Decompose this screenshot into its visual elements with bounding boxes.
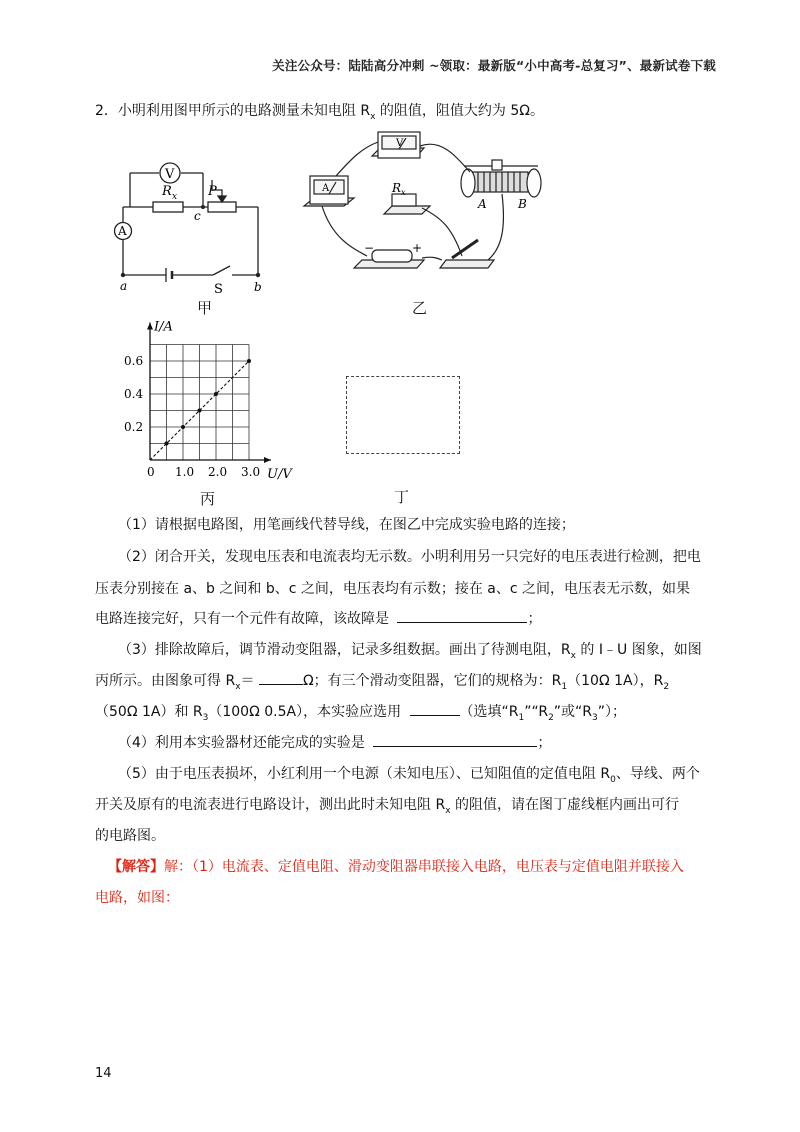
y-tick-label: 0.4 — [124, 387, 144, 401]
part-3-line-1: （3）排除故障后，调节滑动变阻器，记录多组数据。画出了待测电阻，$R_x$ 的 I﹣U 图象，如图 — [118, 642, 702, 661]
part-2-line-1: （2）闭合开关，发现电压表和电流表均无示数。小明利用另一只完好的电压表进行检测，把电 — [118, 549, 701, 565]
part-3-line-2: 丙所示。由图象可得 $R_x= \Omega$；有三个滑动变阻器，它们的规格为：$R_1(10\Omega$ 1A），$R_2$ — [95, 673, 670, 692]
answer-line-1: 【解答】解：（1）电流表、定值电阻、滑动变阻器串联接入电路，电压表与定值电阻并联接入 — [108, 859, 684, 875]
figure-bing-label: 丙 — [200, 490, 216, 508]
svg-text:B: B — [518, 197, 527, 211]
part-5-line-3: 的电路图。 — [95, 828, 165, 844]
data-point — [165, 442, 169, 446]
svg-text:V: V — [396, 138, 404, 149]
x-axis-arrow — [264, 457, 271, 463]
figure-bing-iu-graph — [112, 312, 312, 487]
svg-text:R: R — [392, 181, 402, 195]
page-header: 关注公众号：陆陆高分冲刺 ~领取：最新版“小中高考-总复习”、最新试卷下载 — [272, 58, 716, 73]
x-tick-label: 2.0 — [208, 465, 228, 479]
figure-yi-label: 乙 — [412, 299, 428, 317]
figure-jia-circuit — [108, 150, 278, 300]
svg-text:R: R — [162, 184, 172, 199]
figure-ding-label: 丁 — [394, 488, 410, 506]
data-point — [247, 359, 251, 363]
y-axis-arrow — [147, 323, 153, 330]
part-2-line-2: 压表分别接在 a、b 之间和 b、c 之间，电压表均有示数；接在 a、c 之间，电压表无示数，如果 — [95, 581, 691, 597]
answer-line-2: 电路，如图： — [95, 890, 179, 906]
x-axis-label: U/V — [267, 467, 292, 482]
question-number: 2． — [95, 103, 118, 119]
answer-blank-rx[interactable] — [259, 672, 303, 685]
svg-text:P: P — [208, 184, 217, 199]
y-tick-label: 0.2 — [124, 420, 144, 434]
answer-tag: 【解答】 — [108, 859, 164, 875]
y-tick-label: 0.6 — [124, 354, 144, 368]
data-point — [214, 392, 218, 396]
data-point — [198, 409, 202, 413]
x-tick-label: 3.0 — [241, 465, 261, 479]
svg-text:S: S — [214, 282, 223, 297]
answer-blank-experiment[interactable] — [373, 734, 537, 747]
svg-text:V: V — [165, 167, 175, 182]
part-2-line-3: 电路连接完好，只有一个元件有故障，该故障是 ； — [95, 611, 542, 627]
svg-text:+: + — [412, 241, 423, 255]
answer-blank-rheostat[interactable] — [410, 703, 460, 716]
svg-text:−: − — [364, 241, 375, 255]
svg-text:a: a — [120, 279, 128, 293]
svg-text:b: b — [254, 280, 262, 294]
figure-ding-dashed-box — [346, 376, 460, 454]
figure-jia-label: 甲 — [197, 299, 213, 317]
svg-text:A: A — [322, 183, 330, 194]
part-4: （4）利用本实验器材还能完成的实验是 ； — [118, 735, 552, 751]
y-axis-label: I/A — [154, 319, 173, 335]
part-1: （1）请根据电路图，用笔画线代替导线，在图乙中完成实验电路的连接； — [118, 517, 575, 533]
svg-text:x: x — [172, 192, 178, 202]
svg-text:x: x — [401, 188, 406, 197]
svg-text:A: A — [478, 197, 487, 211]
part-5-line-2: 开关及原有的电流表进行电路设计，测出此时未知电阻 $R_x$ 的阻值，请在图丁虚线框内画出可行 — [95, 797, 679, 816]
answer-blank-fault[interactable] — [397, 610, 527, 623]
svg-text:A: A — [118, 224, 127, 238]
figure-yi-apparatus — [292, 128, 564, 278]
x-tick-label: 1.0 — [175, 465, 195, 479]
question-stem: 2．小明利用图甲所示的电路测量未知电阻 $R_x$ 的阻值，阻值大约为 5Ω。 — [95, 103, 544, 122]
x-tick-label: 0 — [147, 465, 155, 479]
part-5-line-1: （5）由于电压表损坏，小红利用一个电源（未知电压）、已知阻值的定值电阻 $R_0$、导线、两个 — [118, 766, 700, 785]
page-number: 14 — [95, 1066, 112, 1081]
svg-text:c: c — [194, 209, 201, 223]
data-point — [181, 425, 185, 429]
part-3-line-3: （50Ω 1A）和 $R_3(100\Omega$ 0.5A），本实验应选用 （选填“$R_1”“R_2$”或“$R_3$”）； — [95, 704, 627, 723]
